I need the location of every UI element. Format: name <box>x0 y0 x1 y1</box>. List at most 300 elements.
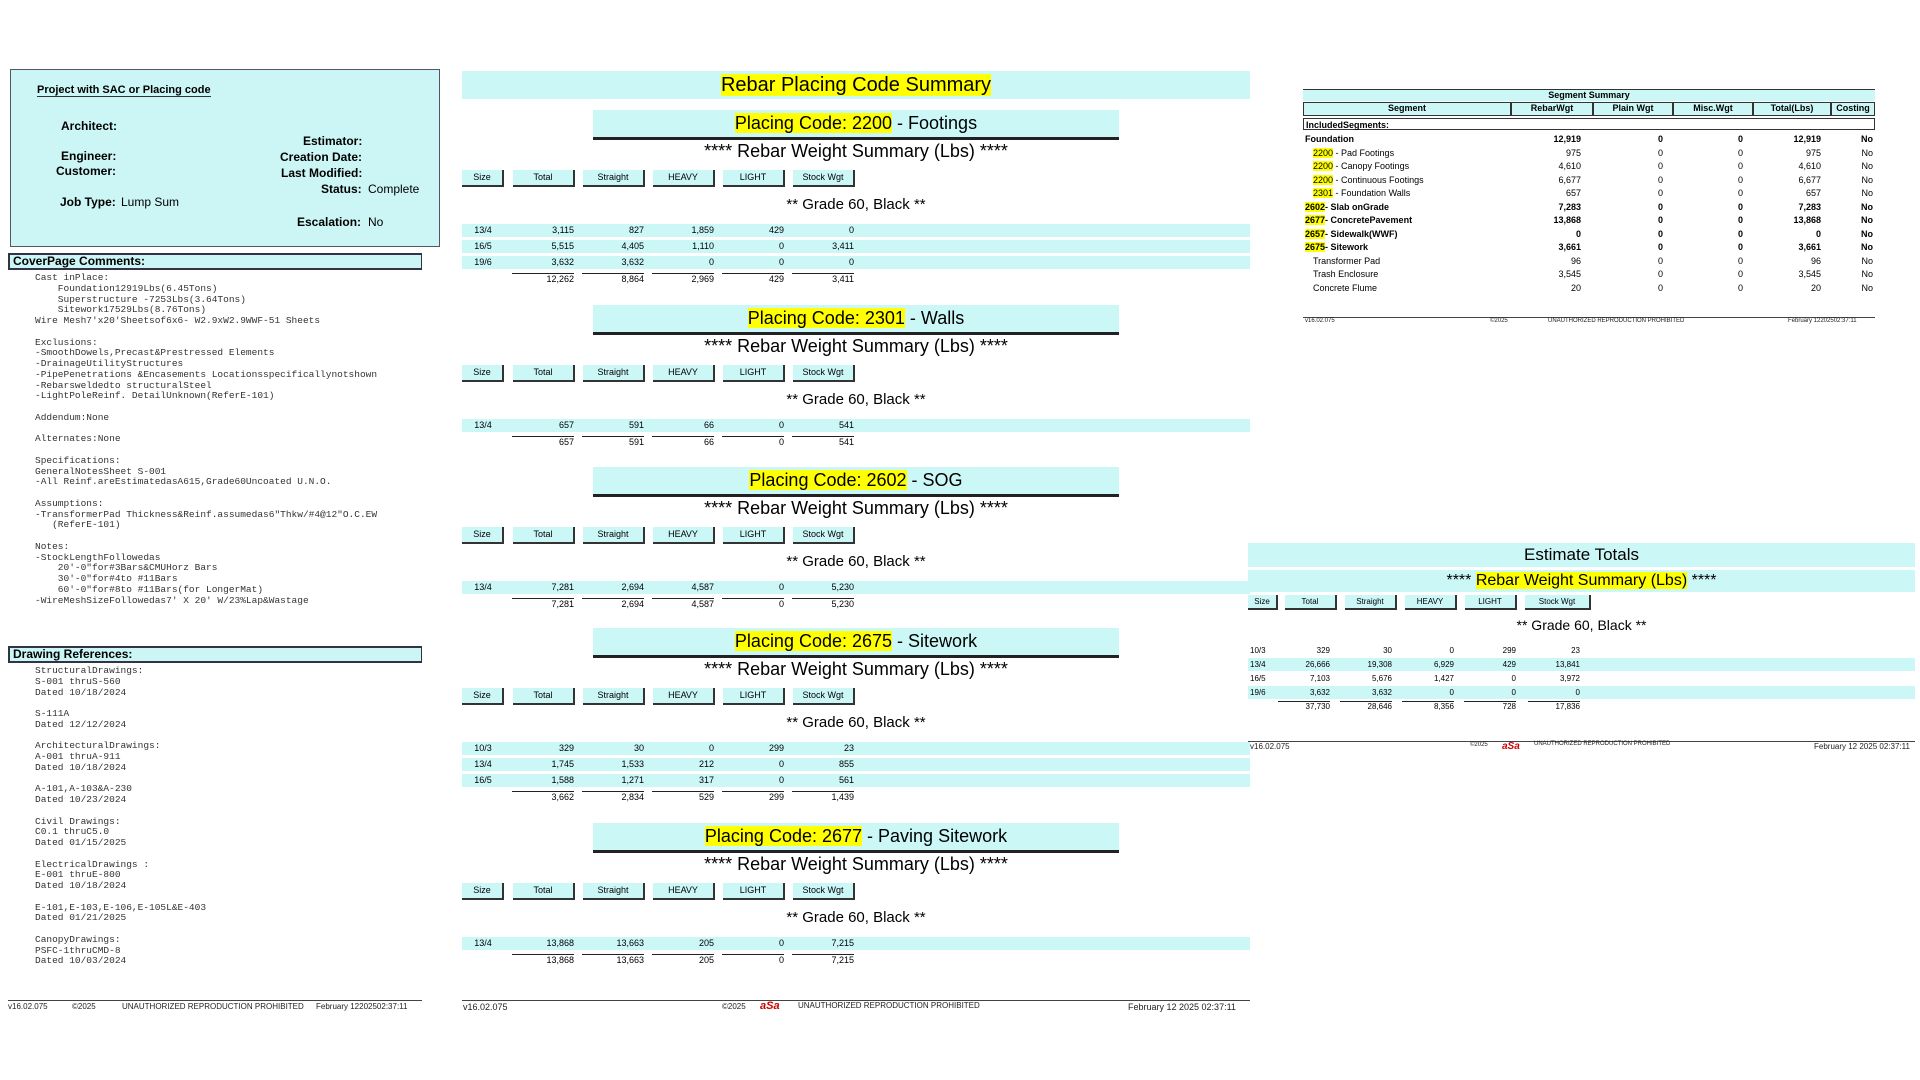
weight-cell: 0 <box>1737 201 1743 212</box>
segment-summary-panel <box>1303 89 1875 329</box>
footer-est-date: February 12 2025 02:37:11 <box>1814 742 1910 751</box>
weight-cell: 7,283 <box>1798 201 1821 212</box>
placing-code-number: 2677 <box>821 826 863 846</box>
footer-left-notice: UNAUTHORIZED REPRODUCTION PROHIBITED <box>122 1002 304 1011</box>
weight-cell: 0 <box>1657 134 1663 144</box>
placing-code-number: 2675 <box>852 631 893 651</box>
weight-cell: 657 <box>1565 188 1581 198</box>
value-cell: 329 <box>1316 646 1330 655</box>
weight-cell: 3,545 <box>1798 269 1821 279</box>
weight-cell: 0 <box>1737 255 1743 266</box>
weight-cell: 20 <box>1570 282 1581 293</box>
value-cell: 0 <box>1511 674 1516 683</box>
value-cell: 212 <box>698 759 714 769</box>
segment-code: 2200 <box>1313 161 1334 171</box>
column-header-heavy: HEAVY <box>653 365 715 382</box>
placing-code-name: - Footings <box>892 113 978 133</box>
value-cell: 1,533 <box>621 759 644 769</box>
placing-code-section-2200 <box>462 110 1250 284</box>
segment-label: - ConcretePavement <box>1325 215 1413 225</box>
segment-label: - Sitework <box>1325 242 1369 252</box>
rebar-weight-summary-heading: **** Rebar Weight Summary (Lbs) **** <box>704 854 1008 874</box>
value-cell: 19,308 <box>1367 660 1392 669</box>
weight-cell: 13,868 <box>1793 215 1821 225</box>
value-cell: 0 <box>778 420 784 430</box>
placing-code-name: - Sitework <box>892 631 978 651</box>
total-cell: 0 <box>778 599 784 609</box>
engineer-label: Engineer: <box>61 149 117 163</box>
value-cell: 541 <box>838 420 854 430</box>
value-cell: 329 <box>558 743 574 753</box>
estimate-row <box>1248 686 1915 699</box>
column-header-heavy: HEAVY <box>653 688 715 705</box>
estimate-totals-panel <box>1248 543 1915 753</box>
segment-row <box>1303 174 1875 188</box>
customer-label: Customer: <box>56 164 117 178</box>
value-cell: 30 <box>1383 646 1392 655</box>
segment-label: Foundation <box>1305 134 1354 144</box>
value-cell: 0 <box>778 257 784 267</box>
weight-cell: 6,677 <box>1558 174 1581 185</box>
coverpage-comments-text: Cast inPlace: Foundation12919Lbs(6.45Tons) Superstructure -7253Lbs(3.64Tons) Sitework17529Lbs(8.76Tons) Wire Mesh7'x20'Sheetsof6x6- W2.9xW2.9WWF-51 Sheets Exclusions: -SmoothDowels,Precast&Prestressed Elements -DrainageUtilityStructures -PipePenetrations &Encasements Locationsspecificallynotshown -Rebarsweldedto structuralSteel -LightPoleReinf. DetailUnknown(ReferE-101) Addendum:None Alternates:None Specifications: GeneralNotesSheet S-001 -All Reinf.areEstimatedasA615,Grade60Uncoated U.N.O. Assumptions: -TransformerPad Thickness&Reinf.assumedas6"Thkw/#4@12"O.C.EW (ReferE-101) Notes: -StockLengthFollowedas 20'-0"for#3Bars&CMUHorz Bars 30'-0"for#4to #11Bars 60'-0"for#8to #11Bars(for LongerMat) -WireMeshSizeFollowedas7' X 20' W/23%Lap&Wastage <box>35 272 378 606</box>
column-header-size: Size <box>462 688 504 705</box>
value-cell: 3,632 <box>551 257 574 267</box>
column-header-size: Size <box>462 883 504 900</box>
footer-est-notice: UNAUTHORIZED REPRODUCTION PROHIBITED <box>1534 741 1671 747</box>
segment-name <box>1313 282 1377 296</box>
total-cell: 205 <box>698 955 714 965</box>
estimate-rws-post: **** <box>1687 572 1717 589</box>
architect-label: Architect: <box>61 119 118 133</box>
costing-cell: No <box>1861 215 1873 225</box>
data-row <box>462 937 1250 950</box>
coverpage-comments-heading: CoverPage Comments: <box>8 253 422 270</box>
costing-cell: No <box>1861 188 1873 198</box>
total-cell: 13,663 <box>616 955 644 965</box>
creation-date-label: Creation Date: <box>280 150 363 164</box>
total-cell: 529 <box>698 792 714 802</box>
estimate-column-stock-wgt: Stock Wgt <box>1525 595 1591 610</box>
segment-code: 2602 <box>1305 201 1326 212</box>
project-title: Project with SAC or Placing code <box>37 84 211 96</box>
footer-left-date: February 12202502:37:11 <box>316 1002 408 1011</box>
footer-mid-copyright: ©2025 <box>722 1002 746 1011</box>
segment-label: Concrete Flume <box>1313 282 1378 293</box>
value-cell: 5,230 <box>831 582 854 592</box>
size-cell: 13/4 <box>1250 660 1266 669</box>
weight-cell: 0 <box>1815 228 1821 239</box>
column-header-size: Size <box>462 365 504 382</box>
estimate-column-heavy: HEAVY <box>1405 595 1457 610</box>
size-cell: 19/6 <box>1250 688 1266 697</box>
segment-column-rebarwgt: RebarWgt <box>1511 102 1593 116</box>
rebar-weight-summary-heading: **** Rebar Weight Summary (Lbs) **** <box>704 336 1008 356</box>
placing-code-number: 2200 <box>851 113 893 133</box>
estimate-row <box>1248 672 1915 685</box>
estimate-rws-line <box>1248 570 1915 592</box>
column-header-stock-wgt: Stock Wgt <box>793 170 855 187</box>
placing-code-name: - SOG <box>906 470 963 490</box>
summary-title: Rebar Placing Code Summary <box>720 74 992 96</box>
column-header-light: LIGHT <box>723 365 785 382</box>
asa-logo-est: aSa <box>1502 741 1520 752</box>
column-header-light: LIGHT <box>723 883 785 900</box>
placing-code-section-2677 <box>462 823 1250 965</box>
segment-label: - Canopy Footings <box>1333 161 1410 171</box>
column-header-stock-wgt: Stock Wgt <box>793 365 855 382</box>
weight-cell: 0 <box>1657 228 1663 239</box>
placing-code-name: - Paving Sitework <box>862 826 1008 846</box>
value-cell: 0 <box>778 241 784 251</box>
total-cell: 2,969 <box>691 274 714 284</box>
status-label: Status: <box>321 182 362 196</box>
weight-cell: 4,610 <box>1558 161 1581 171</box>
weight-cell: 0 <box>1737 228 1743 239</box>
segment-name <box>1313 255 1380 269</box>
segment-row <box>1303 187 1875 201</box>
weight-cell: 0 <box>1657 215 1663 225</box>
total-cell: 7,215 <box>831 955 854 965</box>
column-header-light: LIGHT <box>723 170 785 187</box>
value-cell: 429 <box>768 225 784 235</box>
value-cell: 30 <box>633 743 644 753</box>
escalation-value: No <box>368 215 384 229</box>
segment-code: 2675 <box>1305 242 1326 252</box>
project-info-box <box>10 69 440 247</box>
weight-cell: 0 <box>1657 174 1663 185</box>
data-row <box>462 581 1250 594</box>
asa-logo: aSa <box>760 1000 780 1012</box>
estimate-row <box>1248 658 1915 671</box>
placing-code-number: 2301 <box>864 308 905 328</box>
segment-label: Transformer Pad <box>1313 255 1381 266</box>
value-cell: 4,405 <box>621 241 644 251</box>
weight-cell: 975 <box>1805 147 1821 158</box>
column-header-straight: Straight <box>583 170 645 187</box>
status-value: Complete <box>368 182 420 196</box>
total-cell: 66 <box>703 437 714 447</box>
segment-column-plain-wgt: Plain Wgt <box>1593 102 1673 116</box>
segment-label: - Sidewalk(WWF) <box>1325 228 1398 239</box>
value-cell: 855 <box>838 759 854 769</box>
column-header-size: Size <box>462 170 504 187</box>
value-cell: 827 <box>628 225 644 235</box>
total-cell: 4,587 <box>691 599 714 609</box>
value-cell: 0 <box>708 257 714 267</box>
segment-column-segment: Segment <box>1303 102 1511 116</box>
segment-column-total-lbs-: Total(Lbs) <box>1753 102 1831 116</box>
segment-name <box>1305 228 1398 242</box>
placing-code-section-2602 <box>462 467 1250 609</box>
value-cell: 1,427 <box>1433 674 1454 683</box>
weight-cell: 0 <box>1657 269 1663 279</box>
size-cell: 10/3 <box>1250 646 1266 655</box>
total-cell: 657 <box>558 437 574 447</box>
placing-code-title <box>593 305 1119 335</box>
total-cell: 12,262 <box>546 274 574 284</box>
value-cell: 1,110 <box>692 241 714 251</box>
estimate-column-straight: Straight <box>1345 595 1397 610</box>
column-header-heavy: HEAVY <box>653 527 715 544</box>
total-cell: 3,662 <box>551 792 574 802</box>
column-header-straight: Straight <box>583 883 645 900</box>
value-cell: 13,868 <box>546 938 574 948</box>
footer-est-version: v16.02.075 <box>1250 742 1290 751</box>
data-row <box>462 224 1250 237</box>
footer-seg-copyright: ©2025 <box>1490 318 1508 324</box>
segment-name <box>1305 201 1389 215</box>
value-cell: 0 <box>1575 688 1580 697</box>
estimate-column-size: Size <box>1248 595 1278 610</box>
weight-cell: 0 <box>1657 147 1663 158</box>
value-cell: 1,859 <box>691 225 714 235</box>
size-cell: 13/4 <box>474 225 492 235</box>
job-type-value: Lump Sum <box>121 195 180 209</box>
value-cell: 7,281 <box>551 582 574 592</box>
value-cell: 4,587 <box>691 582 714 592</box>
rebar-weight-summary-heading: **** Rebar Weight Summary (Lbs) **** <box>704 659 1008 679</box>
placing-code-title <box>593 110 1119 140</box>
value-cell: 26,666 <box>1305 660 1330 669</box>
segment-column-misc-wgt: Misc.Wgt <box>1673 102 1753 116</box>
segment-label: - Foundation Walls <box>1333 188 1411 198</box>
weight-cell: 3,661 <box>1558 242 1581 252</box>
total-cell: 591 <box>628 437 644 447</box>
data-row <box>462 256 1250 269</box>
included-segments-label: IncludedSegments: <box>1303 118 1875 130</box>
costing-cell: No <box>1861 255 1873 266</box>
size-cell: 13/4 <box>474 582 492 592</box>
value-cell: 6,929 <box>1433 660 1454 669</box>
costing-cell: No <box>1861 161 1873 171</box>
placing-code-section-2301 <box>462 305 1250 447</box>
value-cell: 3,632 <box>1309 688 1330 697</box>
segment-row <box>1303 201 1875 215</box>
costing-cell: No <box>1861 242 1873 252</box>
value-cell: 7,103 <box>1309 674 1330 683</box>
weight-cell: 96 <box>1570 255 1581 266</box>
footer-mid-version: v16.02.075 <box>463 1002 508 1012</box>
column-header-light: LIGHT <box>723 527 785 544</box>
segment-code: 2200 <box>1313 174 1334 185</box>
costing-cell: No <box>1861 174 1873 185</box>
weight-cell: 975 <box>1565 147 1581 158</box>
placing-code-title <box>593 628 1119 658</box>
footer-seg-notice: UNAUTHORIZED REPRODUCTION PROHIBITED <box>1548 318 1685 324</box>
weight-cell: 0 <box>1737 282 1743 293</box>
grade-label: ** Grade 60, Black ** <box>786 714 926 731</box>
placing-code-name: - Walls <box>904 308 965 328</box>
total-cell: 7,281 <box>551 599 574 609</box>
grade-label: ** Grade 60, Black ** <box>786 196 926 213</box>
estimate-totals-title: Estimate Totals <box>1248 543 1915 567</box>
segment-name <box>1313 147 1394 161</box>
data-row <box>462 758 1250 771</box>
column-header-stock-wgt: Stock Wgt <box>793 527 855 544</box>
weight-cell: 0 <box>1575 228 1581 239</box>
size-cell: 16/5 <box>1250 674 1266 683</box>
value-cell: 0 <box>778 775 784 785</box>
value-cell: 23 <box>1571 646 1580 655</box>
weight-cell: 13,868 <box>1553 215 1581 225</box>
value-cell: 3,115 <box>552 225 574 235</box>
value-cell: 23 <box>843 743 854 753</box>
value-cell: 0 <box>1449 646 1454 655</box>
grade-label: ** Grade 60, Black ** <box>786 909 926 926</box>
placing-code-prefix: Placing Code: <box>704 826 822 846</box>
total-cell: 17,836 <box>1555 702 1580 711</box>
placing-code-prefix: Placing Code: <box>749 470 867 490</box>
column-header-heavy: HEAVY <box>653 883 715 900</box>
value-cell: 3,632 <box>1371 688 1392 697</box>
size-cell: 13/4 <box>474 938 492 948</box>
value-cell: 0 <box>708 743 714 753</box>
total-cell: 37,730 <box>1305 702 1330 711</box>
segment-code: 2677 <box>1305 215 1326 225</box>
column-header-straight: Straight <box>583 527 645 544</box>
segment-label: - Pad Footings <box>1333 147 1395 158</box>
segment-name <box>1313 174 1424 188</box>
job-type-label: Job Type: <box>60 195 116 209</box>
weight-cell: 12,919 <box>1793 134 1821 144</box>
column-header-straight: Straight <box>583 688 645 705</box>
rebar-weight-summary-heading: **** Rebar Weight Summary (Lbs) **** <box>704 141 1008 161</box>
segment-row <box>1303 133 1875 147</box>
weight-cell: 96 <box>1810 255 1821 266</box>
estimate-rws-pre: **** <box>1446 572 1476 589</box>
rebar-weight-summary-heading: **** Rebar Weight Summary (Lbs) **** <box>704 498 1008 518</box>
segment-row <box>1303 255 1875 269</box>
footer-left-copyright: ©2025 <box>72 1002 96 1011</box>
value-cell: 1,271 <box>621 775 644 785</box>
weight-cell: 0 <box>1657 161 1663 171</box>
estimate-rws-main: Rebar Weight Summary (Lbs) <box>1475 572 1688 589</box>
segment-summary-title: Segment Summary <box>1303 89 1875 101</box>
costing-cell: No <box>1861 269 1873 279</box>
size-cell: 16/5 <box>474 775 492 785</box>
value-cell: 2,694 <box>621 582 644 592</box>
column-header-stock-wgt: Stock Wgt <box>793 688 855 705</box>
value-cell: 0 <box>1511 688 1516 697</box>
weight-cell: 6,677 <box>1798 174 1821 185</box>
weight-cell: 0 <box>1737 161 1743 171</box>
size-cell: 16/5 <box>474 241 492 251</box>
weight-cell: 0 <box>1737 215 1743 225</box>
weight-cell: 4,610 <box>1798 161 1821 171</box>
value-cell: 0 <box>848 257 854 267</box>
segment-label: Trash Enclosure <box>1313 269 1379 279</box>
last-modified-label: Last Modified: <box>281 166 363 180</box>
weight-cell: 7,283 <box>1558 201 1581 212</box>
value-cell: 0 <box>778 582 784 592</box>
segment-label: - Slab onGrade <box>1325 201 1390 212</box>
value-cell: 13,841 <box>1555 660 1580 669</box>
column-header-stock-wgt: Stock Wgt <box>793 883 855 900</box>
segment-code: 2200 <box>1313 147 1334 158</box>
weight-cell: 0 <box>1657 282 1663 293</box>
placing-code-prefix: Placing Code: <box>734 113 852 133</box>
total-cell: 1,439 <box>831 792 854 802</box>
segment-name <box>1305 214 1412 228</box>
segment-name <box>1305 241 1368 255</box>
total-cell: 0 <box>778 955 784 965</box>
weight-cell: 0 <box>1657 242 1663 252</box>
costing-cell: No <box>1861 134 1873 144</box>
value-cell: 205 <box>698 938 714 948</box>
escalation-label: Escalation: <box>297 215 362 229</box>
column-header-light: LIGHT <box>723 688 785 705</box>
value-cell: 317 <box>698 775 714 785</box>
value-cell: 591 <box>628 420 644 430</box>
segment-row <box>1303 160 1875 174</box>
size-cell: 13/4 <box>474 759 492 769</box>
segment-row <box>1303 241 1875 255</box>
value-cell: 5,515 <box>551 241 574 251</box>
estimator-label: Estimator: <box>303 134 363 148</box>
placing-code-number: 2602 <box>866 470 907 490</box>
summary-title-bar <box>462 71 1250 99</box>
column-header-total: Total <box>513 883 575 900</box>
footer-seg-date: February 12202502:37:11 <box>1788 318 1857 324</box>
total-cell: 8,356 <box>1433 702 1454 711</box>
placing-code-title <box>593 467 1119 497</box>
value-cell: 0 <box>778 759 784 769</box>
weight-cell: 0 <box>1737 147 1743 158</box>
total-cell: 299 <box>768 792 784 802</box>
weight-cell: 0 <box>1737 134 1743 144</box>
weight-cell: 657 <box>1805 188 1821 198</box>
segment-name <box>1313 268 1378 282</box>
costing-cell: No <box>1861 147 1873 158</box>
total-cell: 2,694 <box>621 599 644 609</box>
column-header-total: Total <box>513 170 575 187</box>
footer-est-copyright: ©2025 <box>1470 742 1488 748</box>
column-header-size: Size <box>462 527 504 544</box>
value-cell: 657 <box>558 420 574 430</box>
size-cell: 10/3 <box>474 743 492 753</box>
estimate-grade: ** Grade 60, Black ** <box>1516 617 1647 633</box>
weight-cell: 3,545 <box>1558 269 1581 279</box>
value-cell: 0 <box>1449 688 1454 697</box>
column-header-total: Total <box>513 527 575 544</box>
value-cell: 3,632 <box>621 257 644 267</box>
footer-left-version: v16.02.075 <box>8 1002 48 1011</box>
total-cell: 429 <box>768 274 784 284</box>
value-cell: 7,215 <box>831 938 854 948</box>
value-cell: 561 <box>838 775 854 785</box>
total-cell: 2,834 <box>621 792 644 802</box>
value-cell: 299 <box>1502 646 1516 655</box>
weight-cell: 0 <box>1657 255 1663 266</box>
costing-cell: No <box>1861 201 1873 212</box>
grade-label: ** Grade 60, Black ** <box>786 391 926 408</box>
value-cell: 0 <box>848 225 854 235</box>
weight-cell: 0 <box>1737 269 1743 279</box>
weight-cell: 0 <box>1657 188 1663 198</box>
column-header-straight: Straight <box>583 365 645 382</box>
costing-cell: No <box>1861 228 1873 239</box>
segment-row <box>1303 268 1875 282</box>
value-cell: 3,411 <box>832 241 854 251</box>
segment-row <box>1303 282 1875 296</box>
total-cell: 728 <box>1502 702 1516 711</box>
total-cell: 8,864 <box>621 274 644 284</box>
segment-name <box>1305 133 1354 147</box>
data-row <box>462 774 1250 787</box>
weight-cell: 12,919 <box>1553 134 1581 144</box>
drawing-references-text: StructuralDrawings: S-001 thruS-560 Dated 10/18/2024 S-111A Dated 12/12/2024 ArchitecturalDrawings: A-001 thruA-911 Dated 10/18/2024 A-101,A-103&A-230 Dated 10/23/2024 Civil Drawings: C0.1 thruC5.0 Dated 01/15/2025 ElectricalDrawings : E-001 thruE-800 Dated 10/18/2024 E-101,E-103,E-106,E-105L&E-403 Dated 01/21/2025 CanopyDrawings: PSFC-1thruCMD-8 Dated 10/03/2024 <box>35 665 207 967</box>
segment-row <box>1303 147 1875 161</box>
